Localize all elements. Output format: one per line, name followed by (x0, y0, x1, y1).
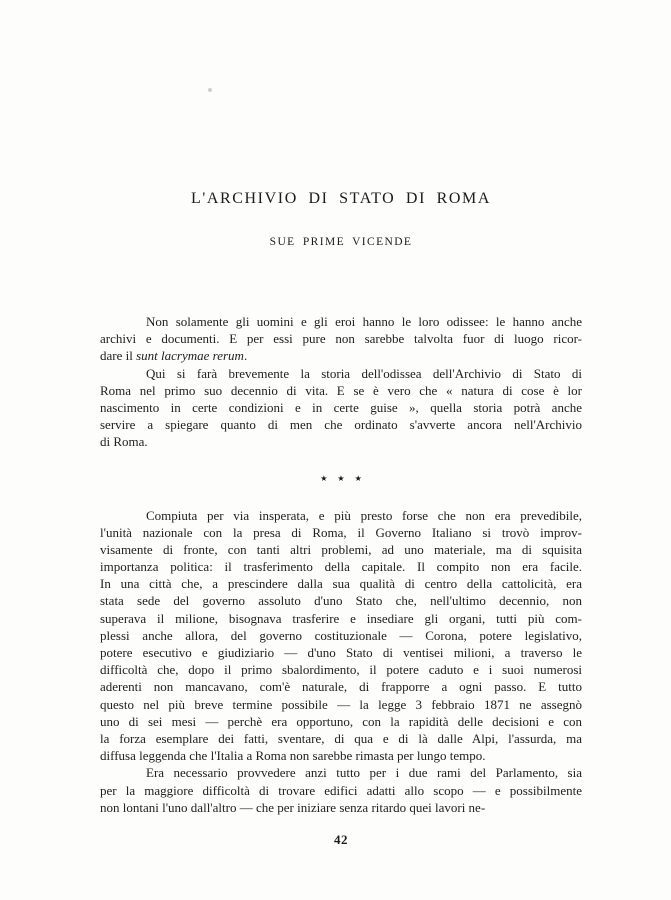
text-block (100, 313, 582, 816)
text-line: importanza politica: il trasferimento della capitale. Il compito non era facile. (100, 559, 582, 575)
text-line: di Roma. (100, 434, 148, 450)
text-line: Era necessario provvedere anzi tutto per i due rami del Parlamento, sia (146, 765, 582, 781)
text-line: per la maggiore difficoltà di trovare edifici adatti allo scopo — e possibilmente (100, 782, 582, 798)
text-line: Roma nel primo suo decennio di vita. E se è vero che « natura di cose è lor (100, 382, 582, 398)
text-line: uno di sei mesi — perchè era opportuno, con la rapidità delle decisioni e con (100, 713, 582, 729)
text-line: potere esecutivo e giudiziario — d'uno Stato di ventisei milioni, a traverso le (100, 645, 582, 660)
text-line: servire a spiegare quanto di men che ordinato s'avverte ancora nell'Archivio (100, 417, 582, 433)
page-subtitle: SUE PRIME VICENDE (269, 236, 413, 248)
paragraph (100, 507, 582, 765)
paragraph (100, 764, 582, 816)
text-line: visamente di fronte, con tanti altri problemi, ad uno materiale, ma di squisita (100, 541, 582, 557)
text-line: difficoltà che, dopo il primo sbalordimento, il potere caduto e i suoi numerosi (100, 662, 582, 678)
text-line: non lontani l'uno dall'altro — che per iniziare senza ritardo quei lavori ne- (100, 799, 486, 815)
text-line: Non solamente gli uomini e gli eroi hanno le loro odissee: le hanno anche (146, 314, 582, 329)
paragraph (100, 365, 582, 451)
scan-speck (208, 88, 212, 92)
text-line: l'unità nazionale con la presa di Roma, il Governo Italiano si trovò improv- (100, 524, 582, 540)
text-line: Qui si farà brevemente la storia dell'odissea dell'Archivio di Stato di (146, 365, 582, 381)
page-number: 42 (334, 832, 348, 847)
text-line: stata sede del governo assoluto d'uno Stato che, nell'ultimo decennio, non (100, 593, 582, 609)
text-line: superava il milione, bisognava trasferire e insediare gli organi, tutti più com- (100, 610, 582, 626)
paragraph (100, 313, 582, 365)
section-separator-stars: ★ ★ ★ (320, 473, 366, 483)
text-line: Compiuta per via insperata, e più presto forse che non era prevedibile, (146, 507, 582, 523)
text-line: In una città che, a prescindere dalla sua qualità di centro della cattolicità, era (100, 576, 582, 592)
text-line: diffusa leggenda che l'Italia a Roma non sarebbe rimasta per lungo tempo. (100, 748, 486, 764)
text-line: dare il sunt lacrymae rerum. (100, 348, 248, 364)
text-line: plessi anche allora, del governo costituzionale — Corona, potere legislativo, (100, 627, 582, 643)
text-line: nascimento in certe condizioni e in certe guise », quella storia potrà anche (100, 399, 582, 415)
text-line: la forza esemplare dei fatti, sventare, di qua e di là dalle Alpi, l'assurda, ma (100, 730, 582, 746)
page-title: L'ARCHIVIO DI STATO DI ROMA (190, 190, 492, 207)
text-line: archivi e documenti. E per essi pure non sarebbe talvolta fuor di luogo ricor- (100, 331, 582, 347)
text-line: aderenti non mancavano, com'è naturale, di frapporre a ogni passo. E tutto (100, 679, 582, 695)
text-line: questo nel più breve termine possibile — la legge 3 febbraio 1871 ne assegnò (100, 696, 582, 712)
